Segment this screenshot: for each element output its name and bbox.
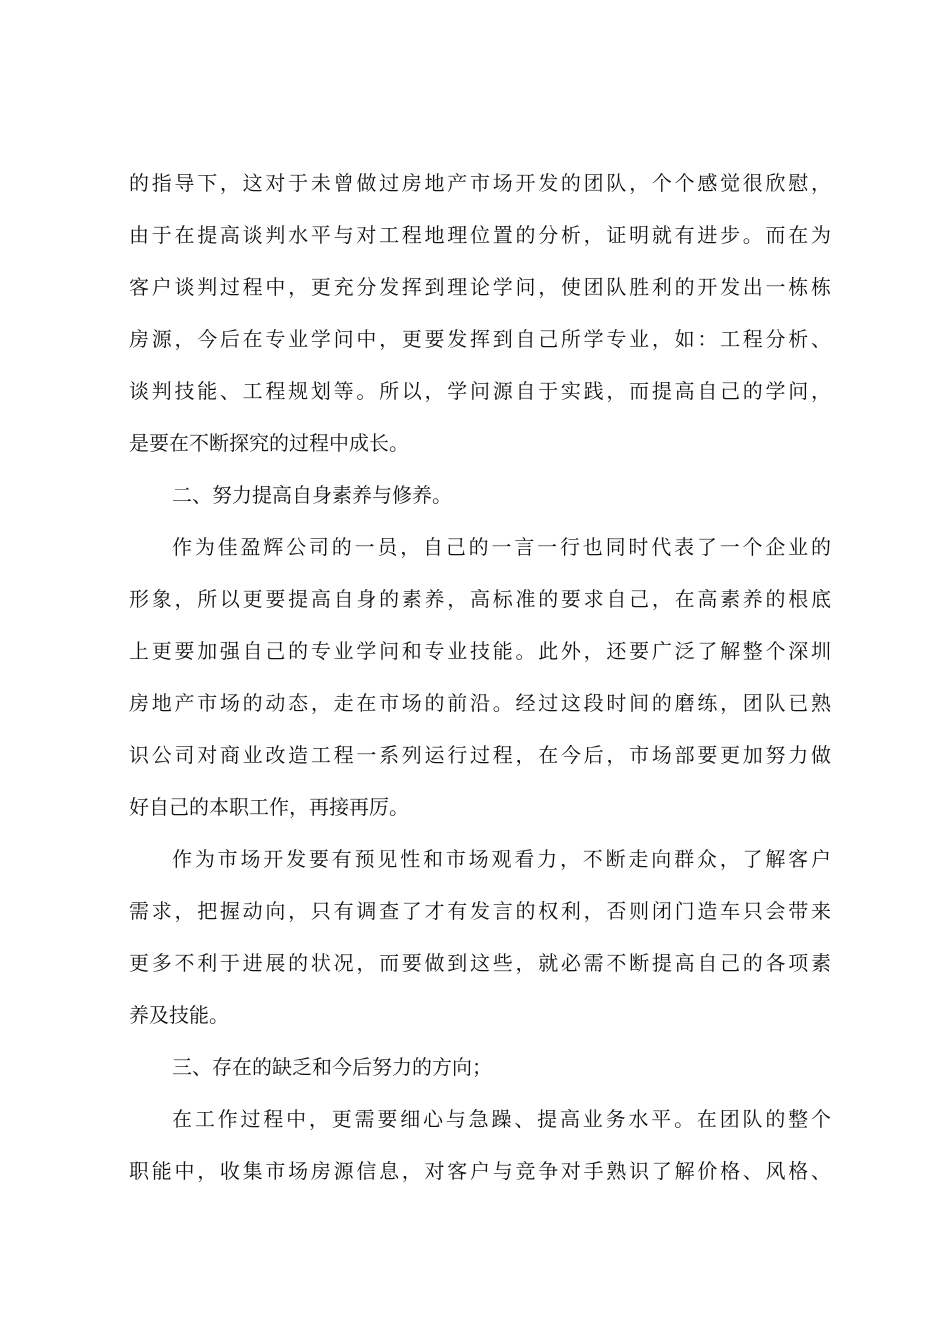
section-heading: 二、努力提高自身素养与修养。 (172, 483, 452, 507)
text-line: 形象，所以更要提高自身的素养，高标准的要求自己，在高素养的根底 (129, 587, 831, 611)
text-line: 上更要加强自己的专业学问和专业技能。此外，还要广泛了解整个深圳 (129, 639, 831, 663)
section-heading: 三、存在的缺乏和今后努力的方向； (172, 1055, 492, 1079)
paragraph-first-line: 在工作过程中，更需要细心与急躁、提高业务水平。在团队的整个 (172, 1107, 831, 1131)
document-body (129, 157, 831, 1197)
text-line: 房源，今后在专业学问中，更要发挥到自己所学专业，如：工程分析、 (129, 327, 831, 351)
text-line: 好自己的本职工作，再接再厉。 (129, 795, 409, 819)
paragraph-first-line: 作为佳盈辉公司的一员，自己的一言一行也同时代表了一个企业的 (172, 535, 831, 559)
text-line: 需求，把握动向，只有调查了才有发言的权利，否则闭门造车只会带来 (129, 899, 831, 923)
text-line: 更多不利于进展的状况，而要做到这些，就必需不断提高自己的各项素 (129, 951, 831, 975)
text-line: 的指导下，这对于未曾做过房地产市场开发的团队，个个感觉很欣慰， (129, 171, 831, 195)
text-line: 识公司对商业改造工程一系列运行过程，在今后，市场部要更加努力做 (129, 743, 831, 767)
text-line: 养及技能。 (129, 1003, 229, 1027)
text-line: 谈判技能、工程规划等。所以，学问源自于实践，而提高自己的学问， (129, 379, 831, 403)
text-line: 职能中，收集市场房源信息，对客户与竞争对手熟识了解价格、风格、 (129, 1159, 831, 1183)
paragraph-first-line: 作为市场开发要有预见性和市场观看力，不断走向群众，了解客户 (172, 847, 831, 871)
text-line: 客户谈判过程中，更充分发挥到理论学问，使团队胜利的开发出一栋栋 (129, 275, 831, 299)
text-line: 房地产市场的动态，走在市场的前沿。经过这段时间的磨练，团队已熟 (129, 691, 831, 715)
text-line: 是要在不断探究的过程中成长。 (129, 431, 409, 455)
text-line: 由于在提高谈判水平与对工程地理位置的分析，证明就有进步。而在为 (129, 223, 831, 247)
